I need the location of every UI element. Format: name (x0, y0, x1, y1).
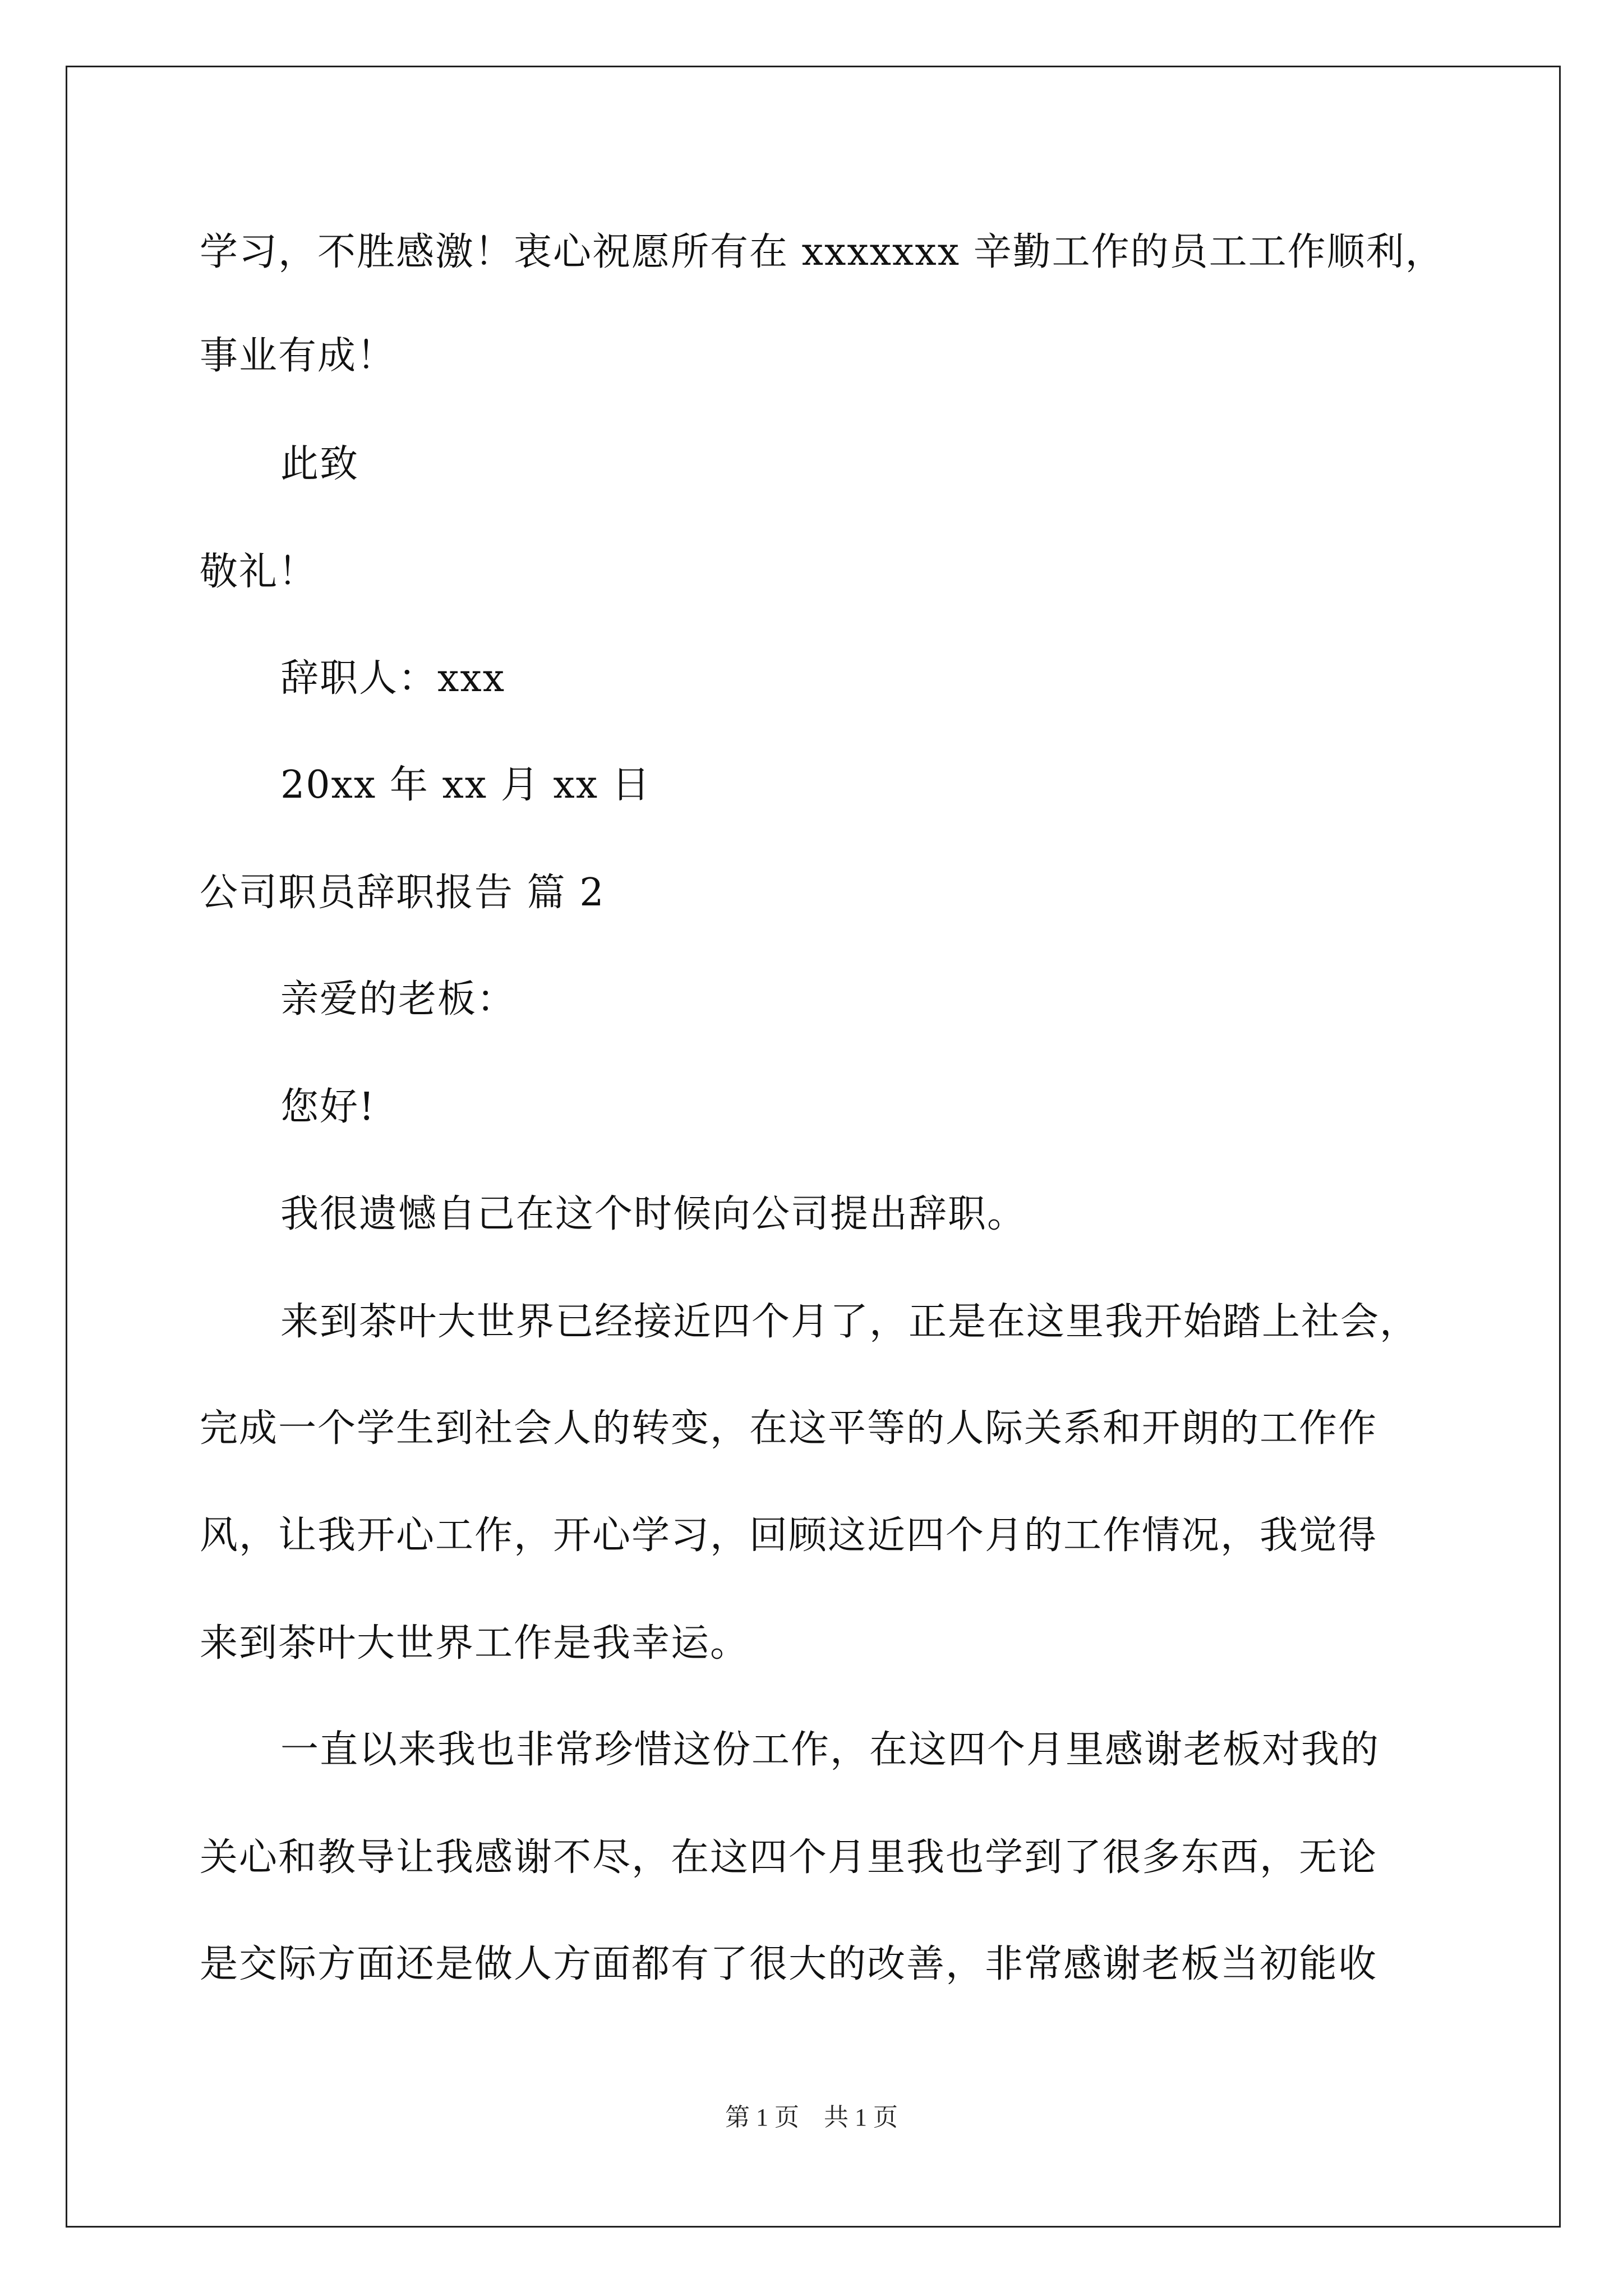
body-line-2: 事业有成！ (200, 334, 396, 378)
signatory: 辞职人：xxx (280, 656, 506, 701)
closing-salutation: 此致 (280, 442, 359, 486)
paragraph-3-line-2: 关心和教导让我感谢不尽，在这四个月里我也学到了很多东西，无论 (200, 1835, 1378, 1880)
letter-hello: 您好! (280, 1085, 376, 1129)
section-title: 公司职员辞职报告 篇 2 (200, 871, 605, 915)
paragraph-2-line-1: 来到茶叶大世界已经接近四个月了，正是在这里我开始踏上社会， (280, 1300, 1419, 1344)
paragraph-3-line-1: 一直以来我也非常珍惜这份工作，在这四个月里感谢老板对我的 (280, 1728, 1380, 1772)
closing-respect: 敬礼！ (200, 550, 318, 594)
body-line-1: 学习，不胜感激！衷心祝愿所有在 xxxxxxx 辛勤工作的员工工作顺利， (200, 230, 1445, 274)
letter-greeting: 亲爱的老板： (280, 977, 517, 1022)
paragraph-2-line-4: 来到茶叶大世界工作是我幸运。 (200, 1621, 750, 1665)
paragraph-2-line-2: 完成一个学生到社会人的转变，在这平等的人际关系和开朗的工作作 (200, 1406, 1378, 1451)
page-number-footer: 第 1 页 共 1 页 (725, 2104, 898, 2131)
page-border (66, 66, 1561, 2228)
paragraph-3-line-3: 是交际方面还是做人方面都有了很大的改善，非常感谢老板当初能收 (200, 1942, 1378, 1986)
paragraph-2-line-3: 风，让我开心工作，开心学习，回顾这近四个月的工作情况，我觉得 (200, 1513, 1378, 1558)
paragraph-1-line-1: 我很遗憾自己在这个时候向公司提出辞职。 (280, 1192, 1027, 1236)
signature-date: 20xx 年 xx 月 xx 日 (280, 763, 651, 807)
